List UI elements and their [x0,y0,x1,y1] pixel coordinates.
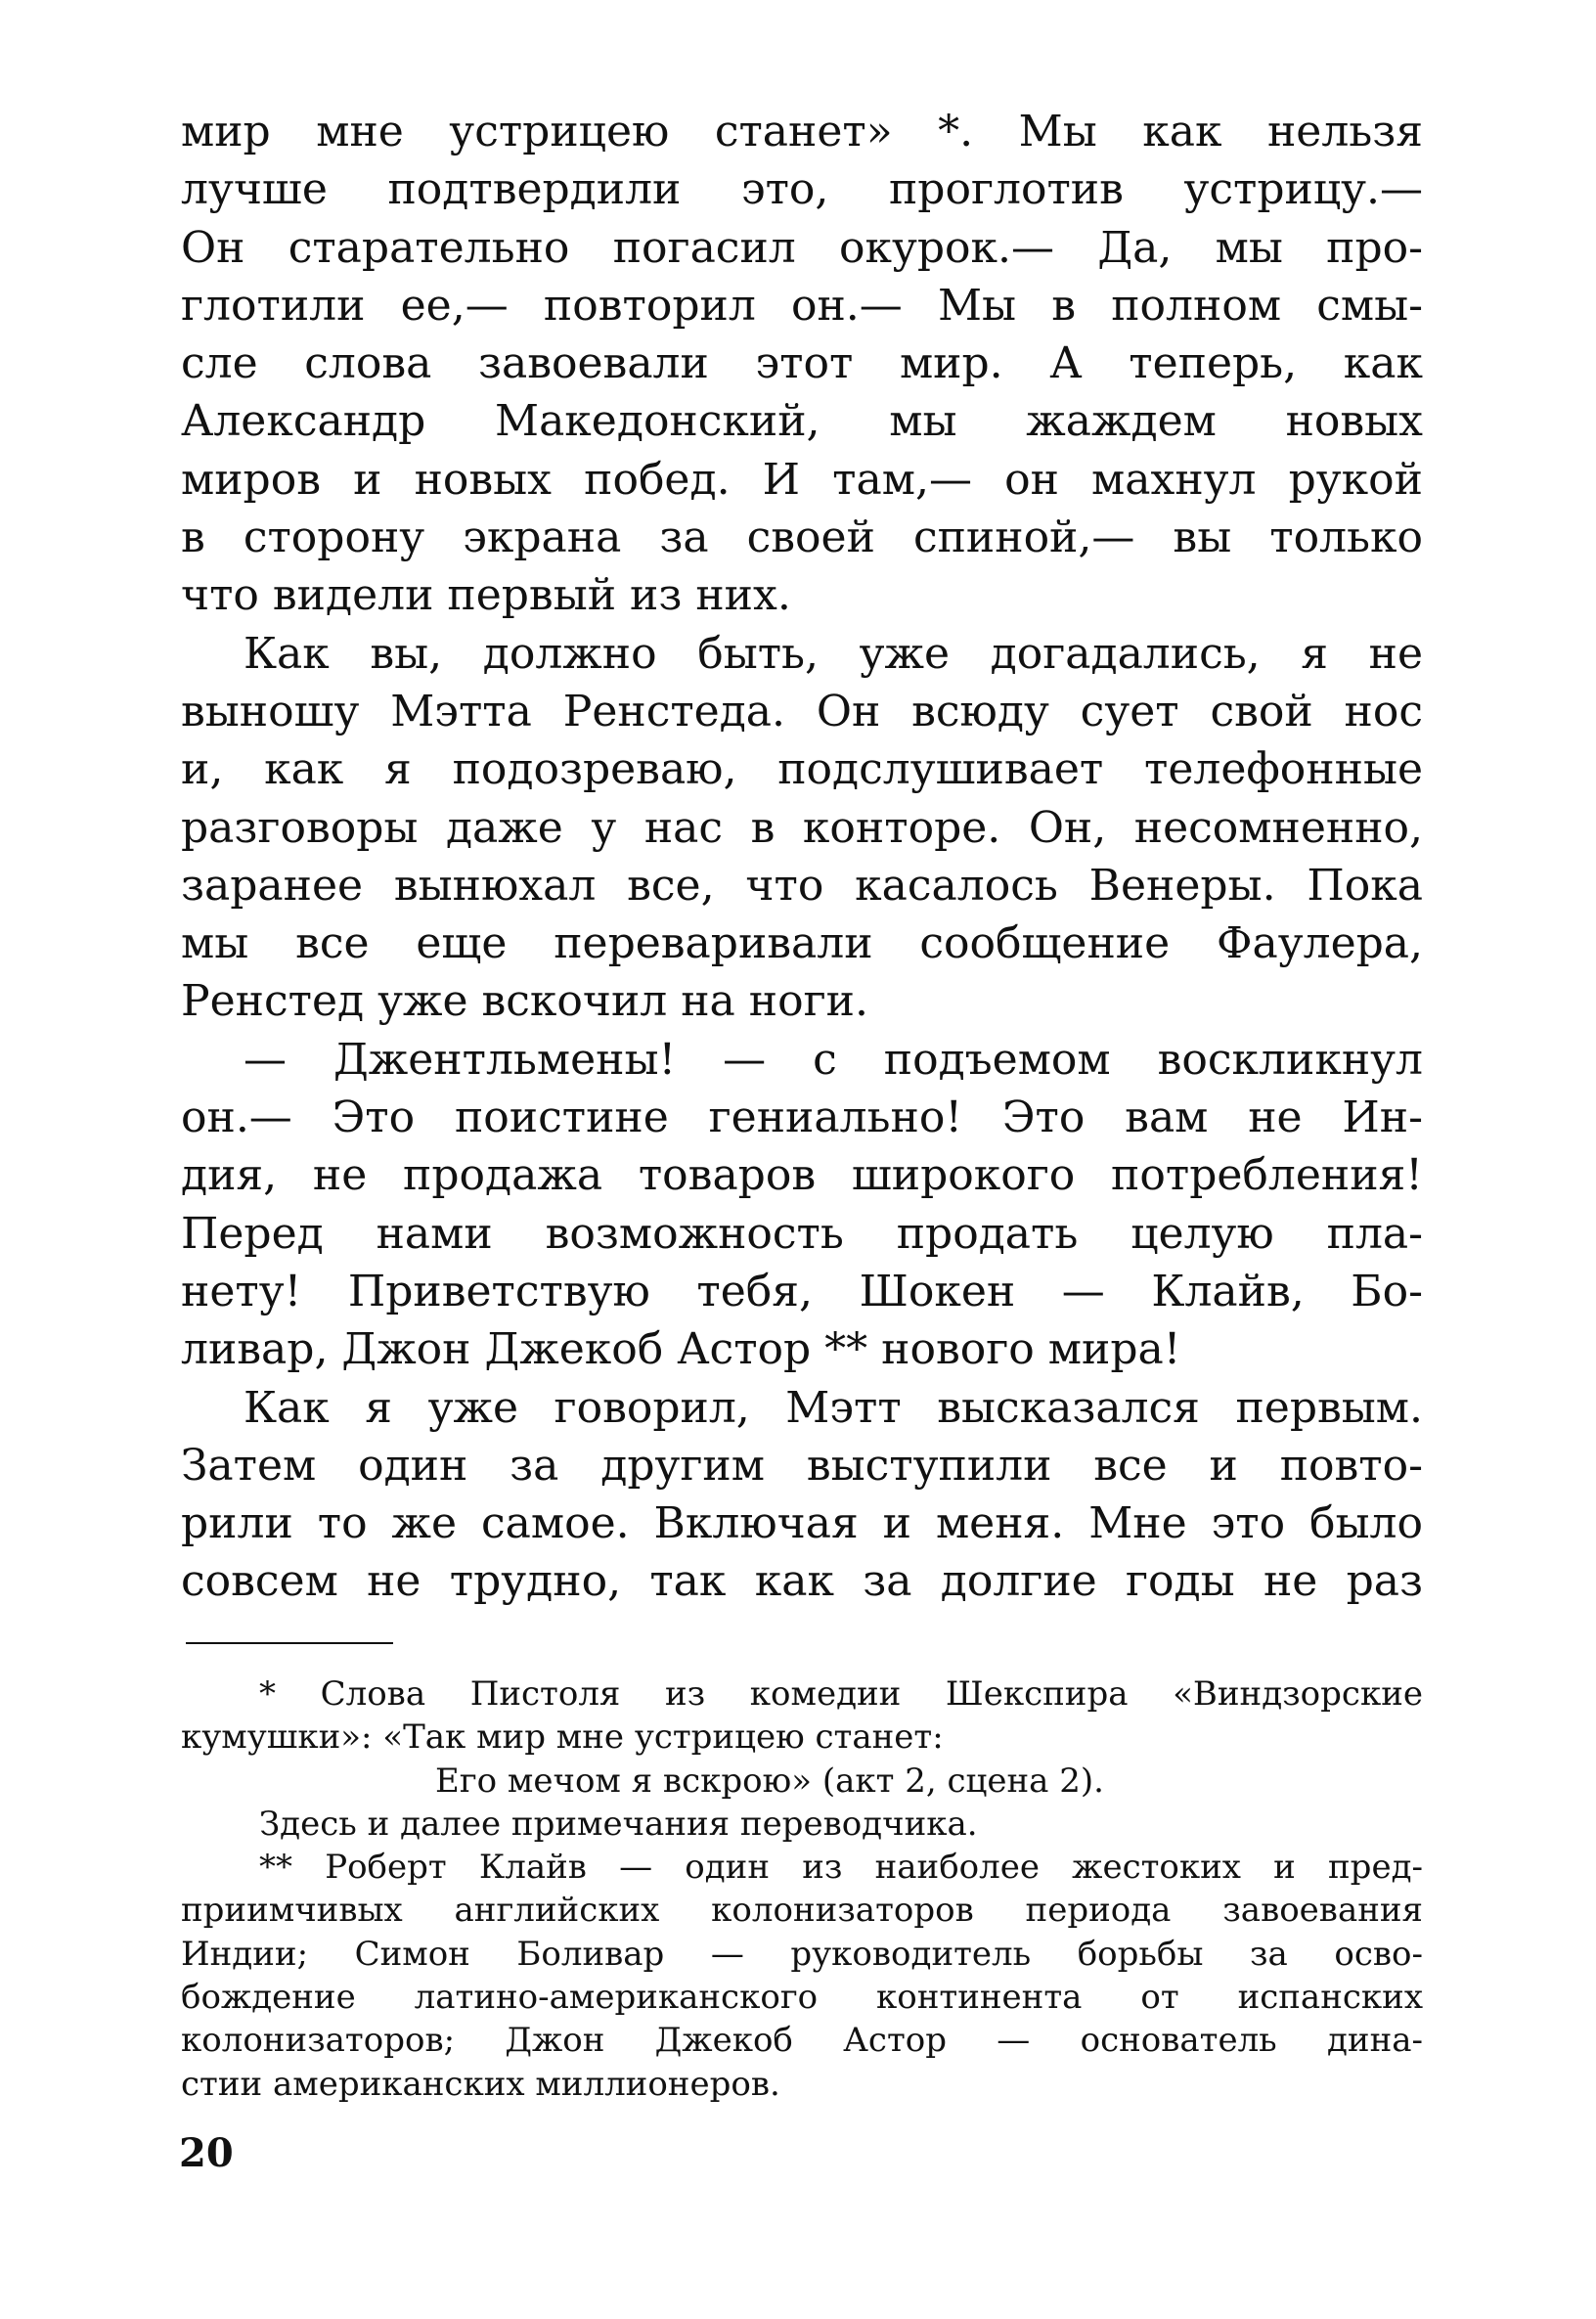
footnote-line: Индии; Симон Боливар — руководитель борьбы за осво- [181,1934,1423,1974]
text-line: заранее вынюхал все, что касалось Венеры. Пока [181,860,1423,911]
footnote-separator [186,1642,393,1644]
footnote-line: колонизаторов; Джон Джекоб Астор — основатель дина- [181,2021,1423,2061]
footnote-line: стии американских миллионеров. [181,2064,780,2104]
footnote-line: Его мечом я вскрою» (акт 2, сцена 2). [435,1761,1104,1801]
text-line: совсем не трудно, так как за долгие годы не раз [181,1556,1423,1607]
footnote-line: ** Роберт Клайв — один из наиболее жестоких и пред- [259,1848,1423,1888]
text-line: рили то же самое. Включая и меня. Мне это было [181,1498,1423,1549]
text-line: сле слова завоевали этот мир. А теперь, как [181,338,1423,389]
text-line: и, как я подозреваю, подслушивает телефонные [181,744,1423,795]
text-line: Как вы, должно быть, уже догадались, я не [244,628,1423,679]
text-line: нету! Приветствую тебя, Шокен — Клайв, Бо- [181,1266,1423,1316]
text-line: Ренстед уже вскочил на ноги. [181,976,868,1027]
footnote-line: Здесь и далее примечания переводчика. [259,1804,978,1844]
text-line: миров и новых побед. И там,— он махнул рукой [181,454,1423,505]
text-line: Он старательно погасил окурок.— Да, мы про- [181,222,1423,273]
text-line: Как я уже говорил, Мэтт высказался первым. [244,1382,1423,1433]
footnotes [181,1672,1423,2106]
text-line: глотили ее,— повторил он.— Мы в полном смы- [181,280,1423,331]
text-line: разговоры даже у нас в конторе. Он, несомненно, [181,802,1423,853]
text-line: — Джентльмены! — с подъемом воскликнул [244,1034,1423,1085]
text-line: Перед нами возможность продать целую пла- [181,1208,1423,1259]
text-line: в сторону экрана за своей спиной,— вы только [181,513,1423,563]
footnote-line: бождение латино-американского континента от испанских [181,1978,1423,2018]
text-line: Александр Македонский, мы жаждем новых [181,396,1423,447]
text-line: лучше подтвердили это, проглотив устрицу.— [181,164,1423,215]
text-line: выношу Мэтта Ренстеда. Он всюду сует свой нос [181,686,1423,736]
body-text [181,103,1423,1611]
text-line: ливар, Джон Джекоб Астор ** нового мира! [181,1324,1181,1375]
text-line: что видели первый из них. [181,570,791,621]
footnote-line: кумушки»: «Так мир мне устрицею станет: [181,1717,944,1758]
footnote-line: приимчивых английских колонизаторов периода завоевания [181,1891,1423,1931]
page-number: 20 [179,2130,234,2176]
text-line: он.— Это поистине гениально! Это вам не Ин- [181,1093,1423,1143]
text-line: мы все еще переваривали сообщение Фаулера, [181,918,1423,969]
text-line: Затем один за другим выступили все и повто- [181,1440,1423,1491]
text-line: дия, не продажа товаров широкого потребления! [181,1150,1423,1201]
footnote-line: * Слова Пистоля из комедии Шекспира «Виндзорские [259,1674,1423,1714]
text-line: мир мне устрицею станет» *. Мы как нельзя [181,107,1423,156]
